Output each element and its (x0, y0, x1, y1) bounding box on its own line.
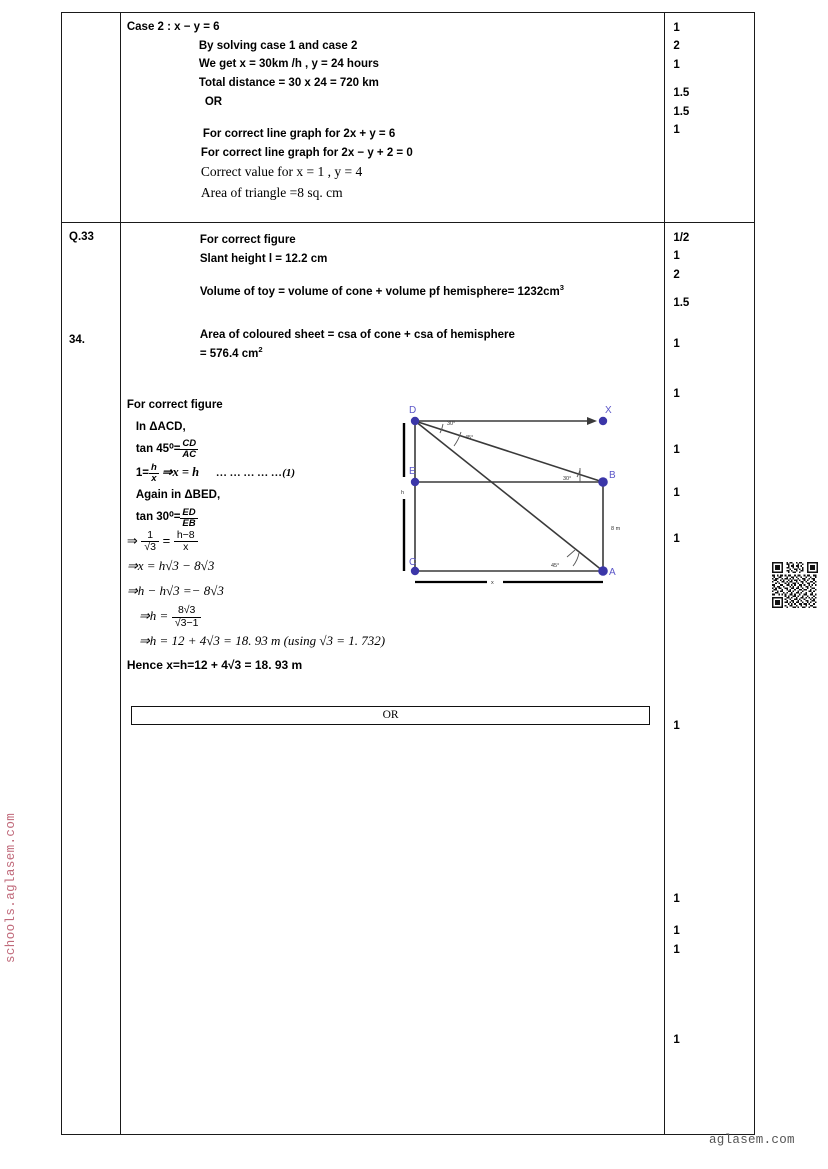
deriv-tan45: tan 45⁰= (135, 442, 181, 455)
line-area-sheet: Area of coloured sheet = csa of cone + csa of hemisphere (199, 328, 515, 341)
label-X: X (604, 404, 612, 416)
mark-item: 1/2 (673, 232, 690, 244)
mark-item: 1 (673, 250, 680, 263)
dimension-label-x: x (490, 579, 494, 586)
line-area-value-text: = 576.4 cm (199, 348, 259, 361)
label-D: D (408, 404, 417, 416)
spacer (673, 908, 754, 922)
deriv-line-8: ⇒h − h√3 =− 8√3 (126, 582, 224, 598)
footer-watermark: aglasem.com (709, 1133, 795, 1147)
superscript-2: 2 (258, 345, 263, 355)
mark-item: 1.5 (673, 87, 690, 100)
spacer (673, 353, 754, 385)
fraction-denominator: √3 (144, 541, 156, 554)
label-A: A (608, 566, 616, 578)
spacer (673, 735, 754, 890)
answer-content (121, 13, 664, 222)
answer-body-cell (120, 223, 664, 1135)
fraction-h-x (149, 463, 159, 484)
mark-item: 1 (673, 444, 680, 457)
side-watermark: schools.aglasem.com (4, 812, 18, 963)
spacer (673, 284, 754, 294)
question-number-34: 34. (69, 333, 85, 346)
fraction-h8-x (174, 530, 198, 554)
label-B: B (608, 469, 616, 481)
mark-item: 1 (673, 892, 680, 905)
fraction-denominator: x (151, 473, 157, 485)
deriv-tan30: tan 30⁰= (135, 511, 181, 524)
marks-list-2 (665, 223, 754, 1049)
fraction-numerator: 8√3 (172, 605, 202, 618)
deriv-one-equals: 1= (135, 467, 149, 480)
mark-item: 1 (673, 123, 680, 136)
spacer (673, 502, 754, 530)
mark-item: 1 (673, 22, 680, 34)
arrow-head-x (587, 417, 597, 425)
deriv-h-equals: ⇒h = (138, 607, 169, 623)
deriv-head: For correct figure (126, 398, 223, 411)
spacer (673, 549, 754, 717)
deriv-eq-number: … … … … …(1) (216, 467, 296, 480)
deriv-implies: ⇒ (126, 532, 138, 548)
line-area-value (200, 344, 658, 363)
table-row (62, 223, 755, 1135)
marks-cell (665, 13, 755, 223)
height-distance-figure (399, 399, 644, 604)
angle-label-30-b: 30° (562, 475, 572, 482)
fraction-denominator: EB (182, 517, 196, 529)
fraction-numerator: CD (182, 438, 197, 450)
fraction-denominator: x (183, 541, 189, 554)
superscript-3: 3 (559, 283, 564, 293)
fraction-numerator: 1 (141, 530, 159, 543)
deriv-line-4-text: Again in ΔBED, (135, 489, 221, 502)
mark-item: 1 (673, 486, 680, 499)
mark-item: 1 (673, 387, 680, 400)
answer-body-cell (120, 13, 664, 223)
dimension-label-h: h (400, 489, 404, 496)
mark-item: 1 (673, 1034, 680, 1047)
question-number-cell (62, 13, 121, 223)
fraction-numerator: ED (182, 506, 196, 518)
line-case2: Case 2 : x − y = 6 (126, 21, 220, 33)
spacer (673, 313, 754, 335)
question-number-33: Q.33 (69, 231, 94, 243)
or-divider-box: OR (131, 706, 650, 725)
answer-content (121, 223, 664, 1134)
spacer (127, 268, 658, 282)
deriv-line-9 (139, 604, 658, 629)
fraction-numerator: h−8 (174, 530, 198, 543)
equals-sign: = (162, 532, 171, 548)
deriv-line-11: Hence x=h=12 + 4√3 = 18. 93 m (126, 658, 303, 673)
question-number-empty (62, 13, 120, 37)
spacer (673, 959, 754, 1031)
line-correct-figure: For correct figure (199, 234, 296, 246)
line-area-triangle: Area of triangle =8 sq. cm (200, 184, 343, 200)
mark-item: 1 (673, 58, 680, 71)
angle-label-30-top: 30° (446, 420, 456, 427)
vertex-C (411, 567, 419, 575)
spacer (127, 364, 658, 394)
line-graph2: For correct line graph for 2x − y + 2 = 0 (200, 146, 413, 159)
deriv-line-7: ⇒x = h√3 − 8√3 (126, 557, 215, 573)
line-or: OR (204, 95, 223, 108)
line-values: We get x = 30km /h , y = 24 hours (198, 58, 379, 71)
fraction-denominator: √3−1 (174, 616, 199, 629)
label-E: E (408, 465, 416, 477)
question-number-cell (62, 223, 121, 1135)
spacer (673, 74, 754, 84)
spacer (127, 111, 658, 125)
mark-item: 1 (673, 533, 680, 546)
line-volume-toy (200, 282, 658, 301)
deriv-x-equals-h: ⇒x = h (161, 465, 200, 480)
deriv-line-10: ⇒h = 12 + 4√3 = 18. 93 m (using √3 = 1. 732) (138, 633, 386, 649)
fraction-denominator: AC (182, 449, 197, 461)
line-volume-toy-text: Volume of toy = volume of cone + volume pf hemisphere= 1232cm (199, 286, 560, 299)
fraction-numerator: h (150, 462, 157, 474)
line-graph1: For correct line graph for 2x + y = 6 (202, 128, 396, 141)
line-solving: By solving case 1 and case 2 (198, 39, 358, 52)
spacer (673, 460, 754, 484)
vertex-A (598, 566, 608, 576)
vertex-D (411, 417, 419, 425)
mark-item: 1.5 (673, 105, 690, 118)
line-slant-height: Slant height l = 12.2 cm (199, 252, 328, 265)
mark-item: 1.5 (673, 297, 690, 310)
dimension-label-8m: 8 m (610, 525, 621, 532)
spacer (127, 302, 658, 326)
fraction-ed-eb (180, 508, 197, 529)
marking-scheme-table (61, 12, 755, 1135)
marks-cell (665, 223, 755, 1135)
spacer (673, 403, 754, 441)
fraction-1-sqrt3 (141, 530, 159, 554)
mark-item: 2 (673, 40, 680, 53)
qr-code (772, 562, 818, 608)
table-row (62, 13, 755, 223)
mark-item: 1 (673, 943, 680, 956)
angle-label-45-top: 45° (464, 434, 474, 441)
line-correct-value: Correct value for x = 1 , y = 4 (200, 164, 363, 180)
deriv-line-1-text: In ΔACD, (135, 420, 186, 433)
marks-list-1 (665, 13, 754, 139)
vertex-X (599, 417, 607, 425)
vertex-B (598, 477, 608, 487)
vertex-E (411, 478, 419, 486)
mark-item: 1 (673, 337, 680, 350)
derivation-figure-region (127, 394, 658, 694)
line-total-distance: Total distance = 30 x 24 = 720 km (198, 76, 379, 89)
mark-item: 1 (673, 719, 680, 732)
fraction-cd-ac (180, 439, 198, 460)
fraction-8sqrt3 (172, 605, 202, 629)
label-C: C (408, 556, 417, 568)
mark-item: 2 (673, 268, 680, 281)
mark-item: 1 (673, 925, 680, 938)
angle-label-45-a: 45° (550, 562, 560, 569)
